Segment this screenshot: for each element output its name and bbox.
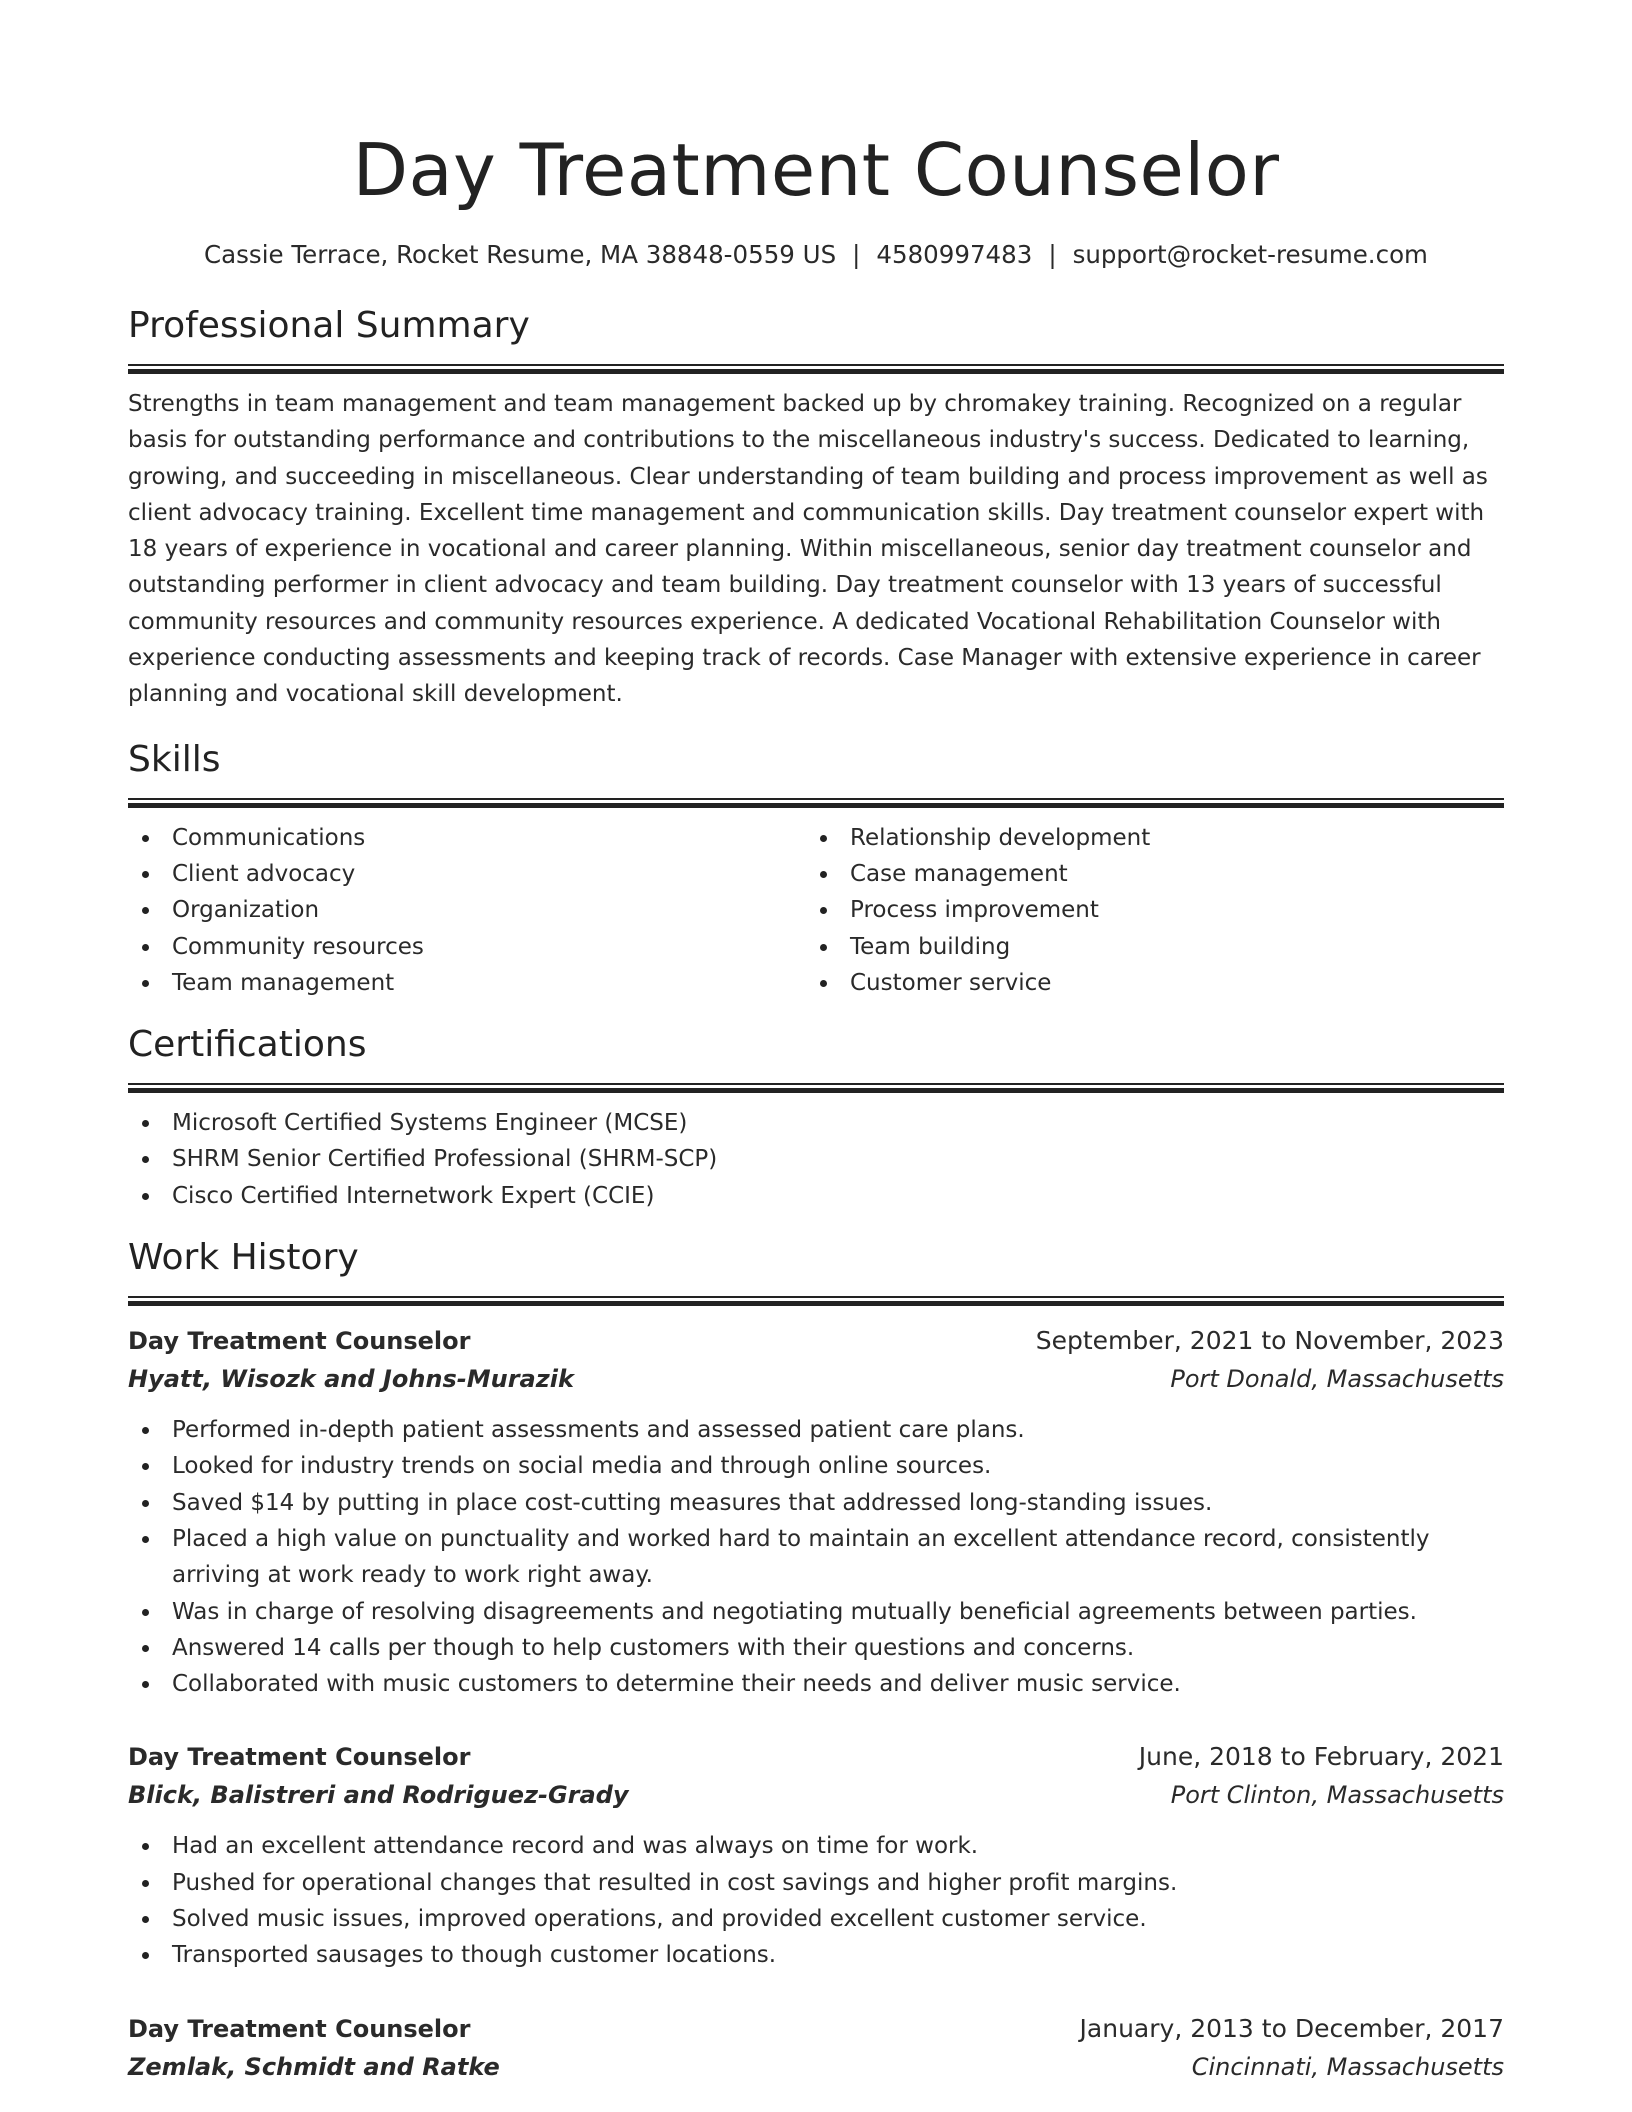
resume-title: Day Treatment Counselor (352, 128, 1280, 212)
skills-column-left (128, 820, 806, 1001)
list-item: Process improvement (806, 892, 1484, 928)
list-item: Collaborated with music customers to determine their needs and deliver music service. (128, 1666, 1504, 1702)
summary-section (128, 302, 1504, 713)
list-item: Looked for industry trends on social media and through online sources. (128, 1448, 1504, 1484)
list-item: Transported sausages to though customer locations. (128, 1937, 1504, 1973)
list-item: Microsoft Certified Systems Engineer (MCSE) (128, 1105, 1504, 1141)
list-item: Performed in-depth patient assessments and assessed patient care plans. (128, 1412, 1504, 1448)
list-item: Communications (128, 820, 806, 856)
list-item: Saved $14 by putting in place cost-cutting measures that addressed long-standing issues. (128, 1485, 1504, 1521)
list-item: SHRM Senior Certified Professional (SHRM-SCP) (128, 1141, 1504, 1177)
section-heading-skills: Skills (128, 738, 221, 780)
job-title: Day Treatment Counselor (128, 1743, 471, 1772)
list-item: Case management (806, 856, 1484, 892)
section-divider (128, 1296, 1504, 1306)
job-company: Zemlak, Schmidt and Ratke (128, 2052, 500, 2081)
job-company: Hyatt, Wisozk and Johns-Murazik (128, 1365, 574, 1394)
resume-content (128, 120, 1504, 2086)
job-header-row (128, 1322, 1504, 1360)
section-divider (128, 798, 1504, 808)
list-item: Pushed for operational changes that resulted in cost savings and higher profit margins. (128, 1865, 1504, 1901)
job-dates: September, 2021 to November, 2023 (1035, 1326, 1504, 1356)
list-item: Organization (128, 892, 806, 928)
list-item: Customer service (806, 965, 1484, 1001)
section-divider (128, 364, 1504, 374)
job-dates: January, 2013 to December, 2017 (1079, 2013, 1504, 2043)
contact-email: support@rocket-resume.com (1072, 240, 1428, 269)
job-entry (128, 1738, 1504, 1973)
skills-section (128, 736, 1504, 1001)
job-bullet-list (128, 1412, 1504, 1702)
list-item: Community resources (128, 929, 806, 965)
contact-address: Cassie Terrace, Rocket Resume, MA 38848-0559 US (204, 240, 837, 269)
job-dates: June, 2018 to February, 2021 (1138, 1742, 1504, 1772)
job-title: Day Treatment Counselor (128, 2014, 471, 2043)
list-item: Answered 14 calls per though to help customers with their questions and concerns. (128, 1630, 1504, 1666)
skills-columns (128, 820, 1504, 1001)
list-item: Was in charge of resolving disagreements and negotiating mutually beneficial agreements between parties. (128, 1594, 1504, 1630)
job-company-row (128, 1776, 1504, 1814)
job-company-row (128, 1360, 1504, 1398)
job-location: Cincinnati, Massachusetts (1191, 2052, 1504, 2081)
contact-line (128, 238, 1504, 272)
certifications-list (128, 1105, 1504, 1214)
job-title: Day Treatment Counselor (128, 1327, 471, 1356)
list-item: Cisco Certified Internetwork Expert (CCIE) (128, 1178, 1504, 1214)
job-location: Port Clinton, Massachusetts (1170, 1781, 1504, 1810)
list-item: Team management (128, 965, 806, 1001)
summary-text: Strengths in team management and team management backed up by chromakey training. Recognized on a regular basis for outstanding performance and contributions to the miscellaneous industry's success. Dedicated to learning, growing, and succeeding in miscellaneous. Clear understanding of team building and process improvement as well as client advocacy training. Excellent time management and communication skills. Day treatment counselor expert with 18 years of experience in vocational and career planning. Within miscellaneous, senior day treatment counselor and outstanding performer in client advocacy and team building. Day treatment counselor with 13 years of successful community resources and community resources experience. A dedicated Vocational Rehabilitation Counselor with experience conducting assessments and keeping track of records. Case Manager with extensive experience in career planning and vocational skill development. (128, 391, 1488, 708)
section-heading-summary: Professional Summary (128, 305, 530, 346)
job-company-row (128, 2048, 1504, 2086)
contact-separator: | (852, 240, 861, 269)
list-item: Relationship development (806, 820, 1484, 856)
job-header-row (128, 2010, 1504, 2048)
contact-phone: 4580997483 (876, 240, 1033, 269)
job-header-row (128, 1738, 1504, 1776)
list-item: Client advocacy (128, 856, 806, 892)
certifications-section (128, 1021, 1504, 1214)
list-item: Placed a high value on punctuality and worked hard to maintain an excellent attendance record, consistently arriving at work ready to work right away. (128, 1521, 1504, 1594)
section-divider (128, 1083, 1504, 1093)
work-history-section (128, 1234, 1504, 2086)
contact-separator: | (1048, 240, 1057, 269)
job-entry (128, 2010, 1504, 2086)
section-heading-certifications: Certifications (128, 1024, 367, 1066)
list-item: Team building (806, 929, 1484, 965)
skills-column-right (806, 820, 1484, 1001)
job-company: Blick, Balistreri and Rodriguez-Grady (128, 1781, 629, 1810)
job-location: Port Donald, Massachusetts (1170, 1365, 1504, 1394)
job-entry (128, 1322, 1504, 1702)
section-heading-work-history: Work History (128, 1237, 359, 1279)
job-bullet-list (128, 1828, 1504, 1973)
list-item: Had an excellent attendance record and was always on time for work. (128, 1828, 1504, 1864)
list-item: Solved music issues, improved operations, and provided excellent customer service. (128, 1901, 1504, 1937)
